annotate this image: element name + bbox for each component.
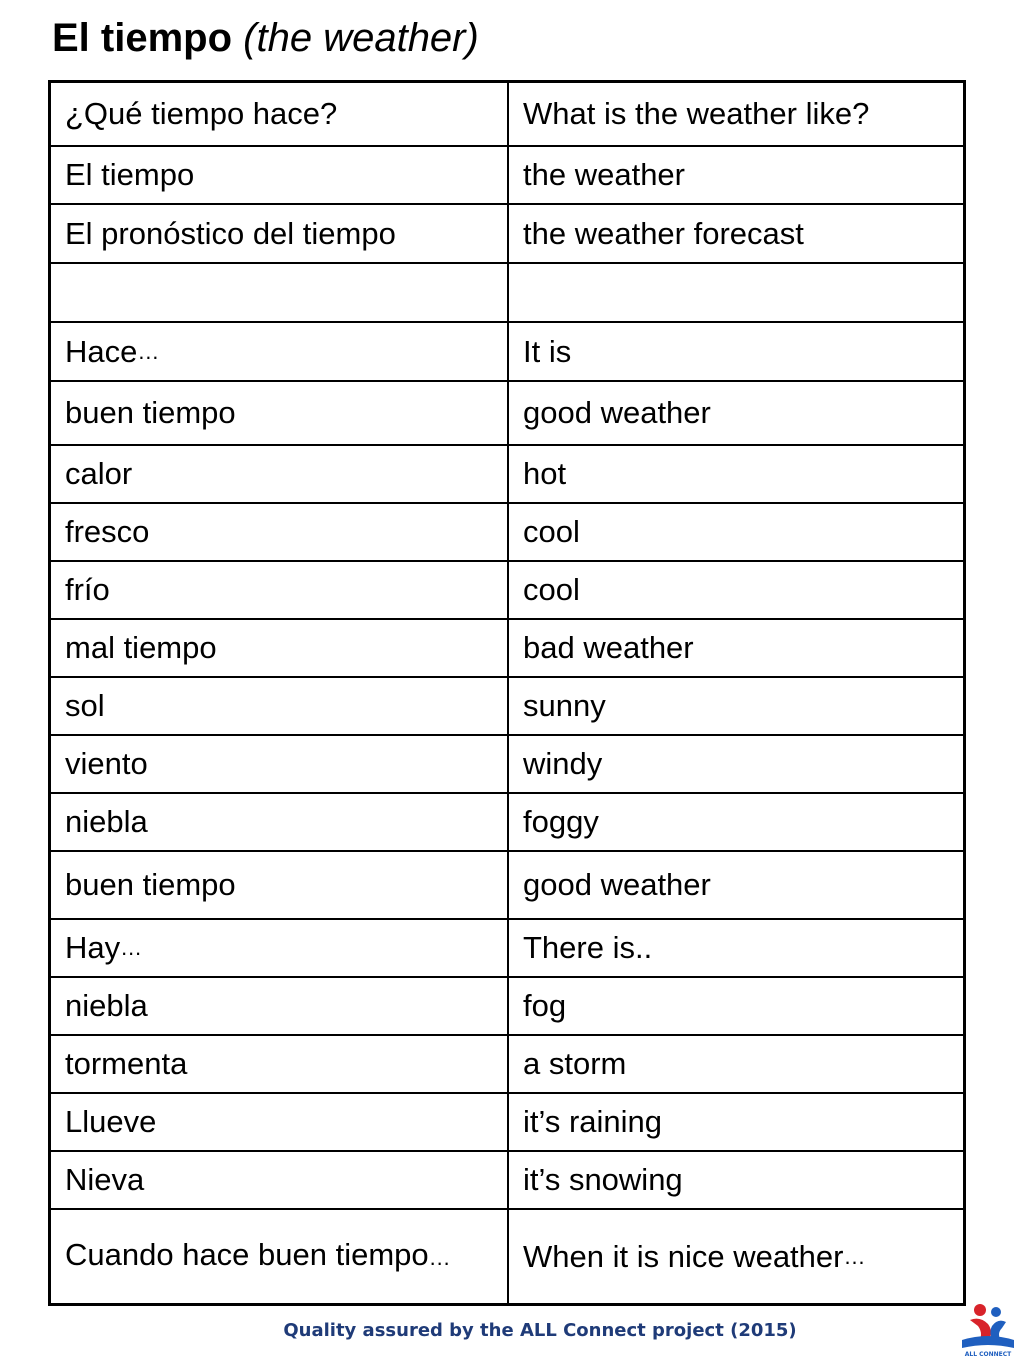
- table-row: [51, 1208, 963, 1303]
- table-row: [51, 1034, 963, 1092]
- table-row: [51, 618, 963, 676]
- table-row: [51, 1150, 963, 1208]
- table-row: [51, 321, 963, 380]
- spanish-cell: sol: [51, 678, 509, 734]
- table-row: [51, 792, 963, 850]
- spanish-cell: Hay …: [51, 920, 509, 976]
- english-cell: the weather forecast: [523, 215, 804, 251]
- english-cell: fog: [523, 988, 567, 1023]
- vocabulary-table: [48, 80, 966, 1306]
- spanish-cell: niebla: [51, 794, 509, 850]
- table-row: [51, 676, 963, 734]
- english-cell: a storm: [523, 1046, 627, 1081]
- english-cell: it’s snowing: [523, 1162, 683, 1197]
- spanish-cell: El pronóstico del tiempo: [51, 205, 509, 262]
- spanish-cell: mal tiempo: [51, 620, 509, 676]
- table-row: [51, 976, 963, 1034]
- english-cell: What is the weather like?: [523, 96, 870, 131]
- spanish-cell: buen tiempo: [51, 852, 509, 918]
- english-cell: it’s raining: [523, 1104, 663, 1139]
- spanish-cell: calor: [51, 446, 509, 502]
- table-row: [51, 145, 963, 203]
- table-row: [51, 1092, 963, 1150]
- spanish-cell: El tiempo: [51, 147, 509, 203]
- table-row: [51, 850, 963, 918]
- spanish-cell: Hace …: [51, 323, 509, 380]
- table-row: [51, 560, 963, 618]
- english-cell: When it is nice weather …: [523, 1238, 866, 1274]
- english-cell: cool: [523, 514, 580, 549]
- title-english: (the weather): [243, 16, 479, 60]
- english-cell: [509, 264, 963, 321]
- english-cell: sunny: [523, 688, 606, 723]
- spanish-cell: niebla: [51, 978, 509, 1034]
- footer-credit: Quality assured by the ALL Connect project (2015): [283, 1320, 797, 1341]
- english-cell: bad weather: [523, 630, 694, 665]
- english-cell: good weather: [523, 395, 711, 430]
- english-cell: hot: [523, 456, 567, 491]
- spanish-cell: Llueve: [51, 1094, 509, 1150]
- spanish-cell: frío: [51, 562, 509, 618]
- logo-text: ALL CONNECT: [964, 1351, 1012, 1358]
- table-row-empty: [51, 262, 963, 321]
- english-cell: It is: [523, 333, 572, 369]
- english-cell: good weather: [523, 867, 711, 902]
- english-cell: the weather: [523, 157, 685, 192]
- spanish-cell: [51, 264, 509, 321]
- english-cell: foggy: [523, 804, 599, 839]
- english-cell: There is..: [523, 930, 653, 965]
- spanish-cell: Cuando hace buen tiempo…: [51, 1210, 509, 1303]
- table-row: [51, 203, 963, 262]
- table-row: [51, 83, 963, 145]
- page-title: [52, 12, 479, 64]
- title-spanish: El tiempo: [52, 16, 233, 60]
- spanish-cell: Nieva: [51, 1152, 509, 1208]
- spanish-cell: fresco: [51, 504, 509, 560]
- spanish-cell: viento: [51, 736, 509, 792]
- spanish-cell: buen tiempo: [51, 382, 509, 444]
- spanish-cell: tormenta: [51, 1036, 509, 1092]
- spanish-cell: ¿Qué tiempo hace?: [51, 83, 509, 145]
- table-row: [51, 918, 963, 976]
- english-cell: cool: [523, 572, 580, 607]
- table-row: [51, 734, 963, 792]
- table-row: [51, 502, 963, 560]
- all-connect-logo: [958, 1302, 1018, 1360]
- table-row: [51, 444, 963, 502]
- table-row: [51, 380, 963, 444]
- english-cell: windy: [523, 746, 603, 781]
